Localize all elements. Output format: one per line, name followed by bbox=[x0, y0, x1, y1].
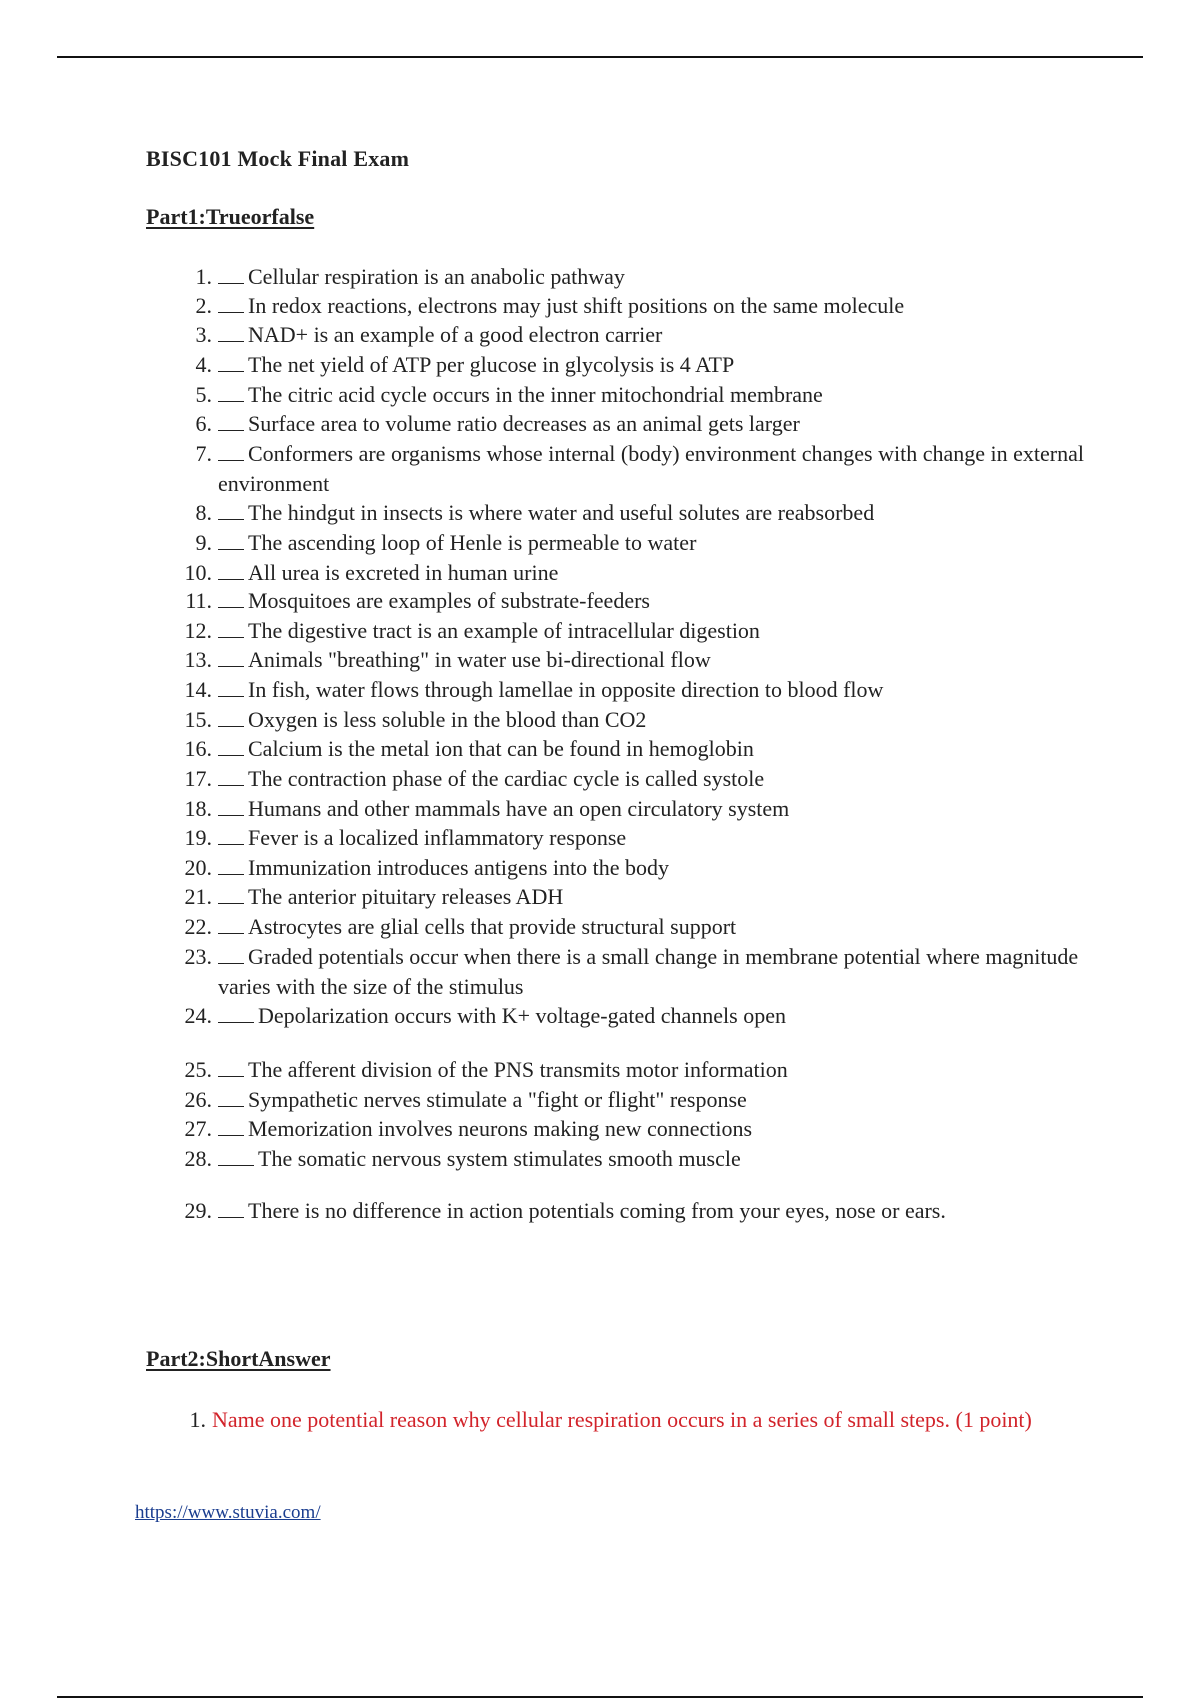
answer-blank[interactable] bbox=[218, 294, 244, 313]
question-number: 7. bbox=[195, 441, 212, 466]
question-text: Memorization involves neurons making new connections bbox=[248, 1116, 753, 1141]
answer-blank[interactable] bbox=[218, 1117, 244, 1136]
question-body bbox=[218, 734, 1090, 764]
question-item bbox=[150, 586, 1090, 616]
question-number: 26. bbox=[184, 1087, 212, 1112]
question-number: 5. bbox=[195, 382, 212, 407]
answer-blank[interactable] bbox=[218, 265, 244, 284]
question-number: 3. bbox=[195, 322, 212, 347]
answer-blank[interactable] bbox=[218, 915, 244, 934]
question-item bbox=[150, 912, 1090, 942]
question-item bbox=[150, 439, 1090, 498]
question-item bbox=[150, 1114, 1090, 1144]
question-body bbox=[218, 853, 1090, 883]
question-item bbox=[150, 498, 1090, 528]
question-text: Cellular respiration is an anabolic pathway bbox=[248, 264, 625, 289]
question-number: 12. bbox=[184, 618, 212, 643]
answer-blank[interactable] bbox=[218, 1088, 244, 1107]
question-body bbox=[218, 1196, 1090, 1226]
question-text: All urea is excreted in human urine bbox=[248, 560, 559, 585]
question-number: 28. bbox=[184, 1146, 212, 1171]
question-number: 21. bbox=[184, 884, 212, 909]
question-text: Calcium is the metal ion that can be found in hemoglobin bbox=[248, 736, 754, 761]
question-text: Depolarization occurs with K+ voltage-gated channels open bbox=[258, 1003, 786, 1028]
question-number: 24. bbox=[184, 1003, 212, 1028]
question-item bbox=[150, 528, 1090, 558]
question-number: 10. bbox=[184, 560, 212, 585]
answer-blank[interactable] bbox=[218, 1004, 254, 1023]
question-number: 2. bbox=[195, 293, 212, 318]
question-item bbox=[150, 1196, 1090, 1226]
question-item bbox=[150, 853, 1090, 883]
question-body bbox=[218, 645, 1090, 675]
question-text: Mosquitoes are examples of substrate-feeders bbox=[248, 588, 650, 613]
question-body bbox=[218, 616, 1090, 646]
question-number: 20. bbox=[184, 855, 212, 880]
question-number: 4. bbox=[195, 352, 212, 377]
question-text: Astrocytes are glial cells that provide structural support bbox=[248, 914, 737, 939]
question-text: Conformers are organisms whose internal (body) environment changes with change in external environment bbox=[218, 441, 1084, 496]
bottom-rule bbox=[57, 1696, 1143, 1698]
question-item bbox=[150, 320, 1090, 350]
question-text: The afferent division of the PNS transmits motor information bbox=[248, 1057, 788, 1082]
question-item bbox=[150, 409, 1090, 439]
question-body bbox=[218, 705, 1090, 735]
answer-blank[interactable] bbox=[218, 353, 244, 372]
question-text: The net yield of ATP per glucose in glycolysis is 4 ATP bbox=[248, 352, 735, 377]
question-item bbox=[150, 558, 1090, 588]
short-answer-text: Name one potential reason why cellular respiration occurs in a series of small steps. (1 point) bbox=[212, 1407, 1032, 1432]
question-item bbox=[150, 823, 1090, 853]
answer-blank[interactable] bbox=[218, 797, 244, 816]
short-answer-number: 1. bbox=[189, 1407, 206, 1432]
question-item bbox=[150, 734, 1090, 764]
part1-heading: Part1:Trueorfalse bbox=[146, 204, 315, 229]
answer-blank[interactable] bbox=[218, 412, 244, 431]
answer-blank[interactable] bbox=[218, 1058, 244, 1077]
question-text: Immunization introduces antigens into the body bbox=[248, 855, 669, 880]
answer-blank[interactable] bbox=[218, 708, 244, 727]
answer-blank[interactable] bbox=[218, 885, 244, 904]
question-item bbox=[150, 645, 1090, 675]
question-item bbox=[150, 262, 1090, 292]
question-number: 19. bbox=[184, 825, 212, 850]
question-item bbox=[150, 1085, 1090, 1115]
question-text: The contraction phase of the cardiac cycle is called systole bbox=[248, 766, 765, 791]
question-item bbox=[150, 291, 1090, 321]
question-item bbox=[150, 942, 1090, 1001]
question-text: There is no difference in action potentials coming from your eyes, nose or ears. bbox=[248, 1198, 946, 1223]
question-item bbox=[150, 882, 1090, 912]
question-text: Oxygen is less soluble in the blood than CO2 bbox=[248, 707, 647, 732]
question-number: 16. bbox=[184, 736, 212, 761]
question-body bbox=[218, 498, 1090, 528]
answer-blank[interactable] bbox=[218, 619, 244, 638]
question-body bbox=[218, 262, 1090, 292]
question-body bbox=[218, 439, 1090, 498]
question-item bbox=[150, 794, 1090, 824]
question-item bbox=[150, 616, 1090, 646]
answer-blank[interactable] bbox=[218, 945, 244, 964]
question-number: 22. bbox=[184, 914, 212, 939]
question-text: The citric acid cycle occurs in the inner mitochondrial membrane bbox=[248, 382, 823, 407]
question-text: In redox reactions, electrons may just shift positions on the same molecule bbox=[248, 293, 905, 318]
question-text: NAD+ is an example of a good electron carrier bbox=[248, 322, 663, 347]
question-text: The hindgut in insects is where water and useful solutes are reabsorbed bbox=[248, 500, 875, 525]
answer-blank[interactable] bbox=[218, 501, 244, 520]
exam-title: BISC101 Mock Final Exam bbox=[146, 146, 410, 171]
question-number: 6. bbox=[195, 411, 212, 436]
question-text: Fever is a localized inflammatory response bbox=[248, 825, 627, 850]
question-body bbox=[218, 764, 1090, 794]
answer-blank[interactable] bbox=[218, 737, 244, 756]
question-number: 29. bbox=[184, 1198, 212, 1223]
question-number: 8. bbox=[195, 500, 212, 525]
part2-heading: Part2:ShortAnswer bbox=[146, 1346, 331, 1371]
question-body bbox=[218, 350, 1090, 380]
question-number: 23. bbox=[184, 944, 212, 969]
answer-blank[interactable] bbox=[218, 561, 244, 580]
question-text: Humans and other mammals have an open circulatory system bbox=[248, 796, 790, 821]
question-body bbox=[218, 1001, 1090, 1031]
question-text: The anterior pituitary releases ADH bbox=[248, 884, 564, 909]
question-text: Surface area to volume ratio decreases as an animal gets larger bbox=[248, 411, 800, 436]
question-body bbox=[218, 823, 1090, 853]
question-number: 11. bbox=[185, 588, 212, 613]
question-body bbox=[218, 912, 1090, 942]
question-number: 17. bbox=[184, 766, 212, 791]
answer-blank[interactable] bbox=[218, 442, 244, 461]
question-item bbox=[150, 380, 1090, 410]
question-item bbox=[150, 1144, 1090, 1174]
question-text: Sympathetic nerves stimulate a "fight or flight" response bbox=[248, 1087, 747, 1112]
question-item bbox=[150, 675, 1090, 705]
question-number: 25. bbox=[184, 1057, 212, 1082]
question-body bbox=[218, 586, 1090, 616]
question-number: 14. bbox=[184, 677, 212, 702]
question-text: Animals "breathing" in water use bi-directional flow bbox=[248, 647, 711, 672]
question-body bbox=[218, 1085, 1090, 1115]
question-body bbox=[218, 1144, 1090, 1174]
answer-blank[interactable] bbox=[218, 1199, 244, 1218]
answer-blank[interactable] bbox=[218, 826, 244, 845]
answer-blank[interactable] bbox=[218, 1147, 254, 1166]
answer-blank[interactable] bbox=[218, 589, 244, 608]
question-text: The ascending loop of Henle is permeable to water bbox=[248, 530, 697, 555]
answer-blank[interactable] bbox=[218, 383, 244, 402]
question-item bbox=[150, 705, 1090, 735]
question-text: In fish, water flows through lamellae in opposite direction to blood flow bbox=[248, 677, 884, 702]
question-text: The somatic nervous system stimulates smooth muscle bbox=[258, 1146, 741, 1171]
question-number: 13. bbox=[184, 647, 212, 672]
question-body bbox=[218, 320, 1090, 350]
question-item bbox=[150, 1055, 1090, 1085]
question-body bbox=[218, 528, 1090, 558]
question-text: The digestive tract is an example of intracellular digestion bbox=[248, 618, 760, 643]
answer-blank[interactable] bbox=[218, 531, 244, 550]
question-body bbox=[218, 291, 1090, 321]
question-body bbox=[218, 409, 1090, 439]
question-number: 18. bbox=[184, 796, 212, 821]
top-rule bbox=[57, 56, 1143, 58]
question-item bbox=[150, 1001, 1090, 1031]
stuvia-link[interactable]: https://www.stuvia.com/ bbox=[135, 1502, 321, 1523]
question-body bbox=[218, 558, 1090, 588]
question-number: 1. bbox=[195, 264, 212, 289]
short-answer-question bbox=[150, 1405, 1050, 1435]
answer-blank[interactable] bbox=[218, 678, 244, 697]
question-body bbox=[218, 380, 1090, 410]
question-body bbox=[218, 1114, 1090, 1144]
question-body bbox=[218, 942, 1090, 1001]
answer-blank[interactable] bbox=[218, 648, 244, 667]
question-body bbox=[218, 675, 1090, 705]
question-item bbox=[150, 764, 1090, 794]
question-body bbox=[218, 1055, 1090, 1085]
question-number: 27. bbox=[184, 1116, 212, 1141]
question-number: 15. bbox=[184, 707, 212, 732]
question-item bbox=[150, 350, 1090, 380]
question-text: Graded potentials occur when there is a small change in membrane potential where magnitude varies with the size of the stimulus bbox=[218, 944, 1079, 999]
question-body bbox=[218, 794, 1090, 824]
answer-blank[interactable] bbox=[218, 323, 244, 342]
question-number: 9. bbox=[195, 530, 212, 555]
answer-blank[interactable] bbox=[218, 856, 244, 875]
answer-blank[interactable] bbox=[218, 767, 244, 786]
question-body bbox=[218, 882, 1090, 912]
